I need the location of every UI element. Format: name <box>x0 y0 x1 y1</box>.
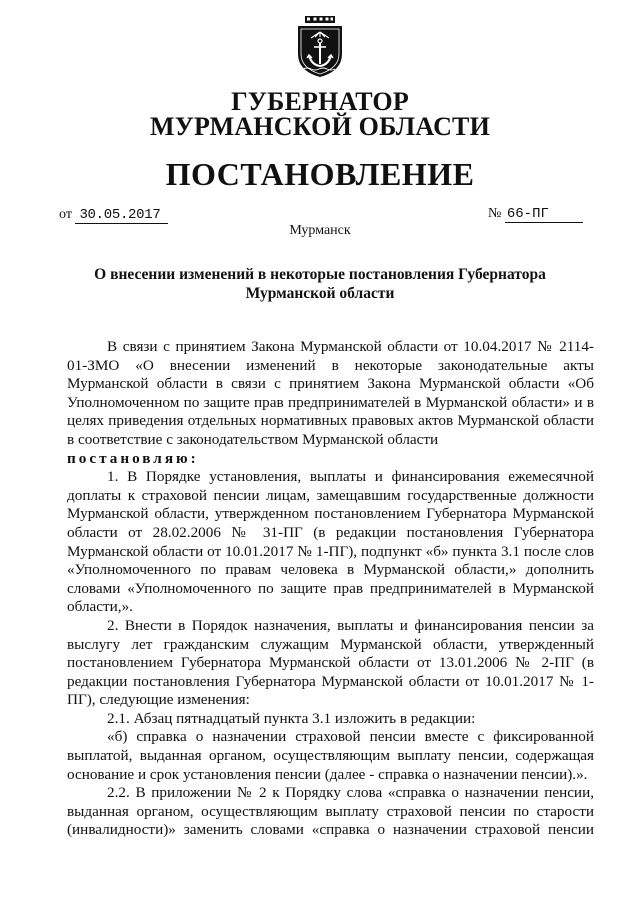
document-subject: О внесении изменений в некоторые постановления Губернатора Мурманской области <box>94 266 546 302</box>
item-2-paragraph: 2. Внести в Порядок назначения, выплаты и финансирования пенсии за выслугу лет гражданским служащим Мурманской области, утвержденный постановлением Губернатора Мурманской области от 13.01.2006 № 2-ПГ (в редакции постановления Губернатора Мурманской области от 10.01.2017 № 1-ПГ), следующие изменения: <box>67 616 594 709</box>
number-value: 66-ПГ <box>505 206 583 223</box>
document-number <box>488 206 583 223</box>
issuer-title-line2: МУРМАНСКОЙ ОБЛАСТИ <box>149 112 491 141</box>
document-body <box>67 338 594 840</box>
item-2-1-paragraph: 2.1. Абзац пятнадцатый пункта 3.1 изложить в редакции: <box>107 709 476 727</box>
resolve-word: постановляю: <box>67 449 199 467</box>
date-prefix: от <box>59 207 72 222</box>
document-date <box>59 207 168 224</box>
item-1-paragraph: 1. В Порядке установления, выплаты и финансирования ежемесячной доплаты к страховой пенсии лицам, замещавшим государственные должности Мурманской области, утвержденном постановлением Губернатора Мурманской области от 28.02.2006 № 31-ПГ (в редакции постановления Губернатора Мурманской области от 10.01.2017 № 1-ПГ), подпункт «б» пункта 3.1 после слов «Уполномоченного по правам человека в Мурманской области,» дополнить словами «Уполномоченного по защите прав предпринимателей в Мурманской области,». <box>67 468 594 616</box>
murmansk-coat-of-arms-icon <box>295 16 345 78</box>
item-2-1-quote-paragraph: «б) справка о назначении страховой пенсии вместе с фиксированной выплатой, выданная органом, осуществляющим выплату пенсии, содержащая основание и срок установления пенсии (далее - справка о назначении пенсии).». <box>67 728 594 783</box>
document-type-title: ПОСТАНОВЛЕНИЕ <box>165 156 475 192</box>
issuer-title-line1: ГУБЕРНАТОР <box>231 87 409 116</box>
number-prefix: № <box>488 206 502 221</box>
date-value: 30.05.2017 <box>75 207 168 224</box>
preamble-paragraph: В связи с принятием Закона Мурманской области от 10.04.2017 № 2114-01-ЗМО «О внесении изменений в некоторые законодательные акты Мурманской области в связи с принятием Закона Мурманской области «Об Уполномоченном по защите прав предпринимателей в Мурманской области» и в целях приведения отдельных нормативных правовых актов Мурманской области в соответствие с законодательством Мурманской области <box>67 338 594 448</box>
city-name: Мурманск <box>289 223 351 238</box>
resolve-paragraph <box>67 450 594 469</box>
item-2-2-paragraph: 2.2. В приложении № 2 к Порядку слова «справка о назначении пенсии, выданная органом, осуществляющим выплату страховой пенсии по старости (инвалидности)» заменить словами «справка о назначении страховой пенсии <box>67 784 594 839</box>
